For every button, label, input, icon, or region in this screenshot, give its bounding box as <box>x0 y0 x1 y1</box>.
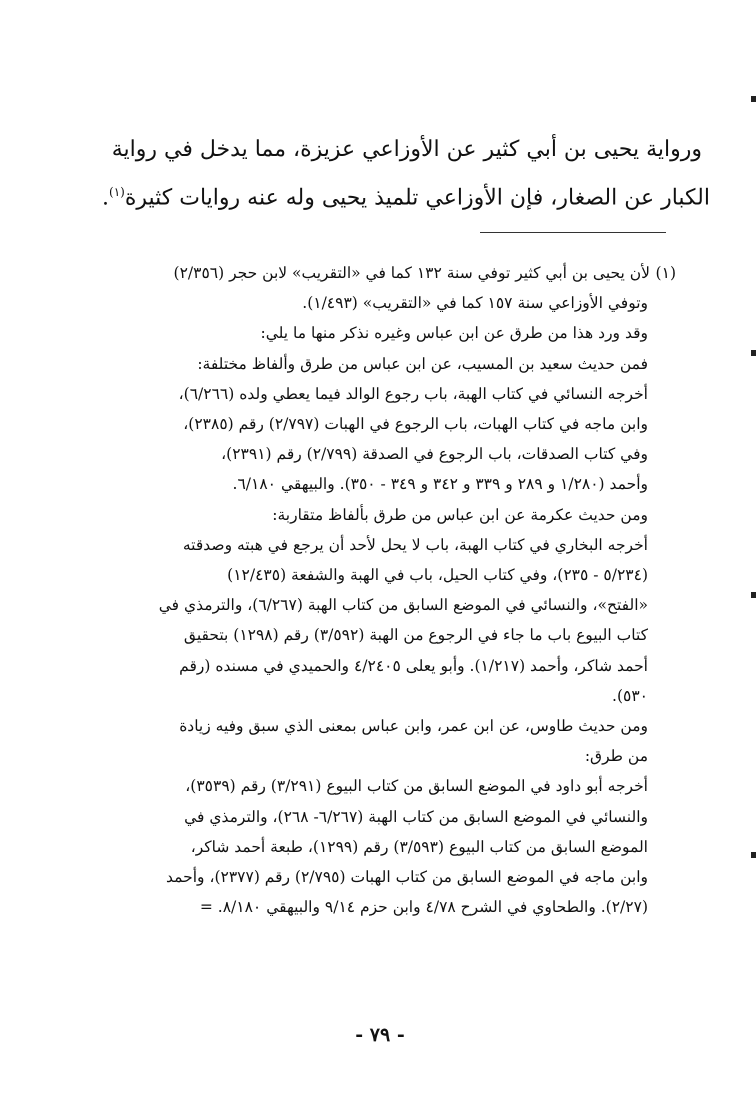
footnote-line: ومن حديث طاوس، عن ابن عمر، وابن عباس بمعنى الذي سبق وفيه زيادة <box>179 717 648 736</box>
edge-mark <box>751 96 756 102</box>
footnote-line: وابن ماجه في الموضع السابق من كتاب الهبات (٢/٧٩٥) رقم (٢٣٧٧)، وأحمد <box>166 868 648 887</box>
footnote-block <box>98 258 676 922</box>
footnote-line <box>98 258 676 288</box>
footnote-line: من طرق: <box>584 747 648 766</box>
footnote-line: وأحمد (١/٢٨٠ و ٢٨٩ و ٣٣٩ و ٣٤٢ و ٣٤٩ - ٣٥٠). والبيهقي ٦/١٨٠. <box>232 475 648 494</box>
footnote-line: وقد ورد هذا من طرق عن ابن عباس وغيره نذكر منها ما يلي: <box>260 324 648 343</box>
main-line-2-text: الكبار عن الصغار، فإن الأوزاعي تلميذ يحيى وله عنه روايات كثيرة <box>124 185 710 211</box>
footnote-line: أحمد شاكر، وأحمد (١/٢١٧). وأبو يعلى ٤/٢٤٠٥ والحميدي في مسنده (رقم <box>179 656 648 675</box>
main-line-2-end: . <box>102 185 110 211</box>
footnote-line: كتاب البيوع باب ما جاء في الرجوع من الهبة (٣/٥٩٢) رقم (١٢٩٨) بتحقيق <box>183 626 648 645</box>
page-number: - ٧٩ - <box>355 1024 405 1046</box>
footnote-line: الموضع السابق من كتاب البيوع (٣/٥٩٣) رقم (١٢٩٩)، طبعة أحمد شاكر، <box>190 837 648 856</box>
footnote-line: فمن حديث سعيد بن المسيب، عن ابن عباس من طرق وألفاظ مختلفة: <box>197 354 648 373</box>
footnote-line: وفي كتاب الصدقات، باب الرجوع في الصدقة (٢/٧٩٩) رقم (٢٣٩١)، <box>221 445 648 464</box>
edge-mark <box>751 350 756 356</box>
footnote-line: (٢/٢٧). والطحاوي في الشرح ٤/٧٨ وابن حزم ٩/١٤ والبيهقي ٨/١٨٠. = <box>199 898 648 917</box>
edge-mark <box>751 592 756 598</box>
footnote-line-text: لأن يحيى بن أبي كثير توفي سنة ١٣٢ كما في «التقريب» لابن حجر (٢/٣٥٦) <box>173 264 650 282</box>
footnote-line: والنسائي في الموضع السابق من كتاب الهبة (٦/٢٦٧- ٢٦٨)، والترمذي في <box>184 807 648 826</box>
main-line-2 <box>100 171 710 219</box>
footnote-separator <box>480 232 666 233</box>
footnote-number: (١) <box>655 264 676 282</box>
footnote-line: أخرجه أبو داود في الموضع السابق من كتاب البيوع (٣/٢٩١) رقم (٣٥٣٩)، <box>185 777 648 796</box>
footnote-line: ٥٣٠). <box>612 686 648 705</box>
footnote-line: ومن حديث عكرمة عن ابن عباس من طرق بألفاظ متقاربة: <box>272 505 648 524</box>
footnote-line: «الفتح»، والنسائي في الموضع السابق من كتاب الهبة (٦/٢٦٧)، والترمذي في <box>158 596 648 615</box>
footnote-line: أخرجه البخاري في كتاب الهبة، باب لا يحل لأحد أن يرجع في هبته وصدقته <box>182 535 648 554</box>
edge-mark <box>751 852 756 858</box>
footnote-line: وتوفي الأوزاعي سنة ١٥٧ كما في «التقريب» (١/٤٩٣). <box>302 294 648 313</box>
footnote-line: أخرجه النسائي في كتاب الهبة، باب رجوع الوالد فيما يعطي ولده (٦/٢٦٦)، <box>178 384 648 403</box>
footnote-line: (٥/٢٣٤ - ٢٣٥)، وفي كتاب الحيل، باب في الهبة والشفعة (١٢/٤٣٥) <box>227 566 648 585</box>
footnote-reference-mark: (١) <box>109 185 125 199</box>
main-line-1: ورواية يحيى بن أبي كثير عن الأوزاعي عزيزة، مما يدخل في رواية <box>111 137 702 162</box>
footnote-line: وابن ماجه في كتاب الهبات، باب الرجوع في الهبات (٢/٧٩٧) رقم (٢٣٨٥)، <box>183 415 648 434</box>
main-paragraph <box>100 128 710 219</box>
